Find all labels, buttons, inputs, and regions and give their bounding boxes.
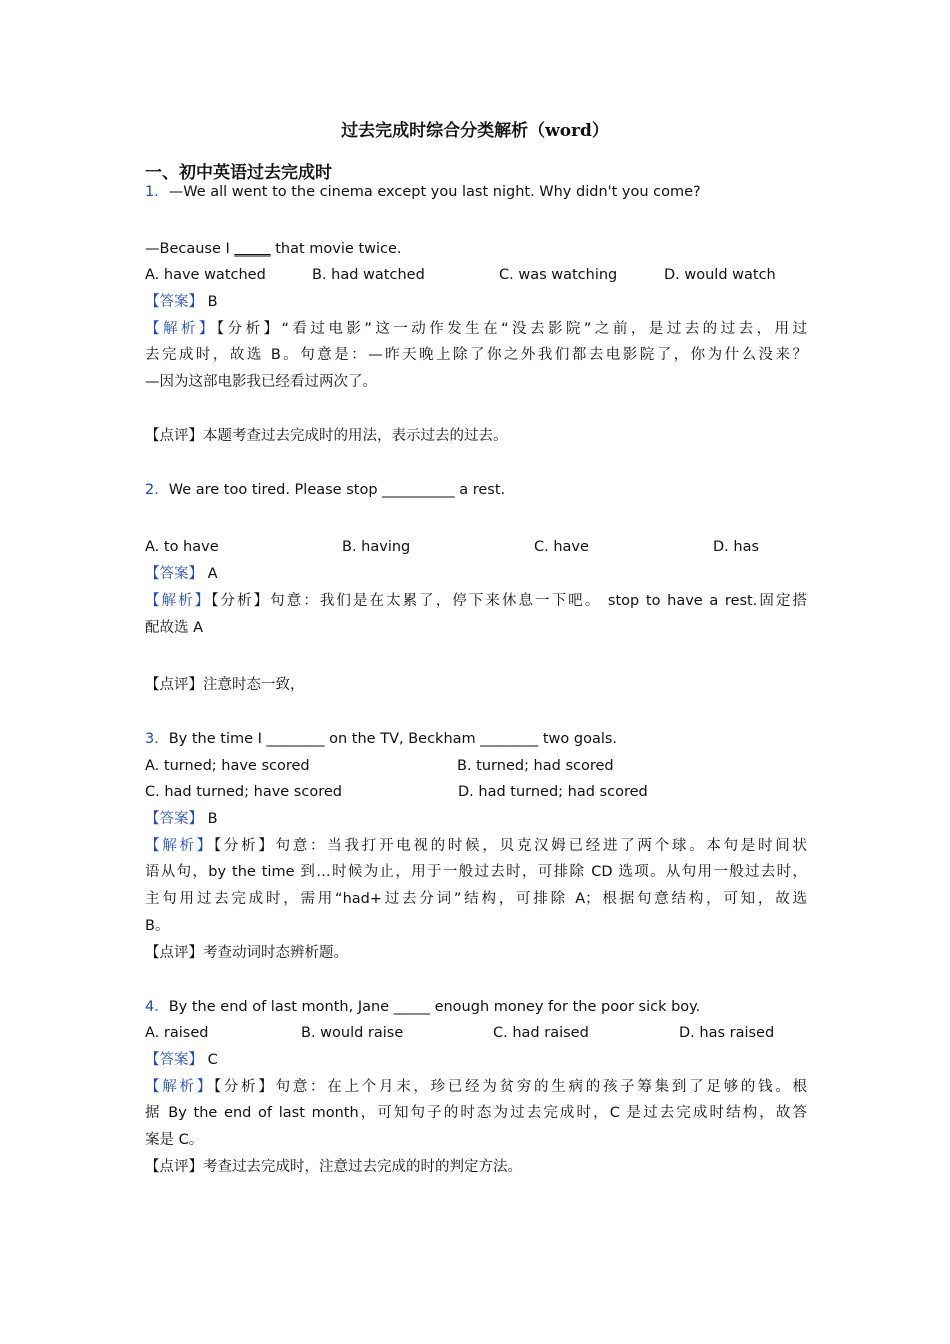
answer-line	[145, 1050, 218, 1070]
answer-value: A	[207, 566, 218, 582]
comment-line: 【点评】本题考查过去完成时的用法，表示过去的过去。	[145, 428, 508, 444]
option-d: D. has raised	[679, 1025, 775, 1041]
option-b: B. would raise	[301, 1025, 404, 1041]
analysis-tag: 【解析】	[145, 593, 212, 609]
analysis-tag: 【解析】	[145, 1079, 214, 1095]
analysis-line: —因为这部电影我已经看过两次了。	[145, 374, 377, 390]
question-number: 3．	[145, 731, 169, 747]
analysis-tag: 【解析】	[145, 838, 214, 854]
analysis-line: 主句用过去完成时，需用“had+过去分词”结构，可排除 A；根据句意结构，可知，故选	[145, 891, 807, 907]
analysis-line: 【解析】【分析】句意：在上个月末，珍已经为贫穷的生病的孩子筹集到了足够的钱。根	[145, 1079, 807, 1095]
comment-line: 【点评】考查过去完成时，注意过去完成的时的判定方法。	[145, 1159, 522, 1175]
answer-line	[145, 292, 218, 312]
document-title: 过去完成时综合分类解析（word）	[341, 121, 609, 141]
analysis-line: 配故选 A	[145, 620, 204, 636]
section-heading: 一、初中英语过去完成时	[145, 163, 332, 183]
option-a: A. to have	[145, 539, 219, 555]
analysis-line: 【解析】【分析】“看过电影”这一动作发生在“没去影院”之前，是过去的过去，用过	[145, 321, 808, 337]
question-number: 1．	[145, 184, 169, 200]
question-3-stem: 3．By the time I ________ on the TV, Beckham ________ two goals.	[145, 731, 618, 747]
answer-tag: 【答案】	[145, 566, 203, 582]
option-c: C. have	[534, 539, 589, 555]
question-number: 4．	[145, 999, 169, 1015]
analysis-tag: 【解析】	[145, 321, 217, 337]
question-1-stem: 1．—We all went to the cinema except you last night. Why didn't you come?	[145, 184, 701, 200]
question-number: 2．	[145, 482, 169, 498]
option-b: B. had watched	[312, 267, 425, 283]
analysis-line: 去完成时，故选 B。句意是：—昨天晚上除了你之外我们都去电影院了，你为什么没来？	[145, 347, 807, 363]
question-1-stem-line-2: —Because I _____ that movie twice.	[145, 241, 402, 257]
analysis-line: 案是 C。	[145, 1132, 204, 1148]
option-b: B. having	[342, 539, 411, 555]
option-a: A. turned; have scored	[145, 758, 310, 774]
answer-tag: 【答案】	[145, 1052, 203, 1068]
option-c: C. was watching	[499, 267, 618, 283]
question-2-stem: 2．We are too tired. Please stop __________ a rest.	[145, 482, 506, 498]
option-c: C. had turned; have scored	[145, 784, 342, 800]
analysis-line: 【解析】【分析】句意：我们是在太累了，停下来休息一下吧。 stop to have a rest.固定搭	[145, 593, 807, 609]
option-c: C. had raised	[493, 1025, 589, 1041]
answer-tag: 【答案】	[145, 811, 203, 827]
option-d: D. would watch	[664, 267, 776, 283]
analysis-line: 语从句，by the time 到…时候为止，用于一般过去时，可排除 CD 选项。从句用一般过去时，	[145, 864, 807, 880]
option-b: B. turned; had scored	[457, 758, 614, 774]
answer-value: B	[207, 294, 218, 310]
answer-line	[145, 809, 218, 829]
analysis-line: B。	[145, 918, 170, 934]
analysis-line: 【解析】【分析】句意：当我打开电视的时候，贝克汉姆已经进了两个球。本句是时间状	[145, 838, 807, 854]
comment-line: 【点评】注意时态一致，	[145, 677, 305, 693]
option-d: D. has	[713, 539, 760, 555]
answer-line	[145, 564, 218, 584]
answer-blank: _____	[234, 241, 271, 257]
option-a: A. have watched	[145, 267, 266, 283]
option-a: A. raised	[145, 1025, 209, 1041]
answer-value: C	[207, 1052, 218, 1068]
answer-value: B	[207, 811, 218, 827]
question-4-stem: 4．By the end of last month, Jane _____ enough money for the poor sick boy.	[145, 999, 701, 1015]
option-d: D. had turned; had scored	[458, 784, 648, 800]
analysis-line: 据 By the end of last month，可知句子的时态为过去完成时，C 是过去完成时结构，故答	[145, 1105, 807, 1121]
answer-tag: 【答案】	[145, 294, 203, 310]
comment-line: 【点评】考查动词时态辨析题。	[145, 945, 348, 961]
